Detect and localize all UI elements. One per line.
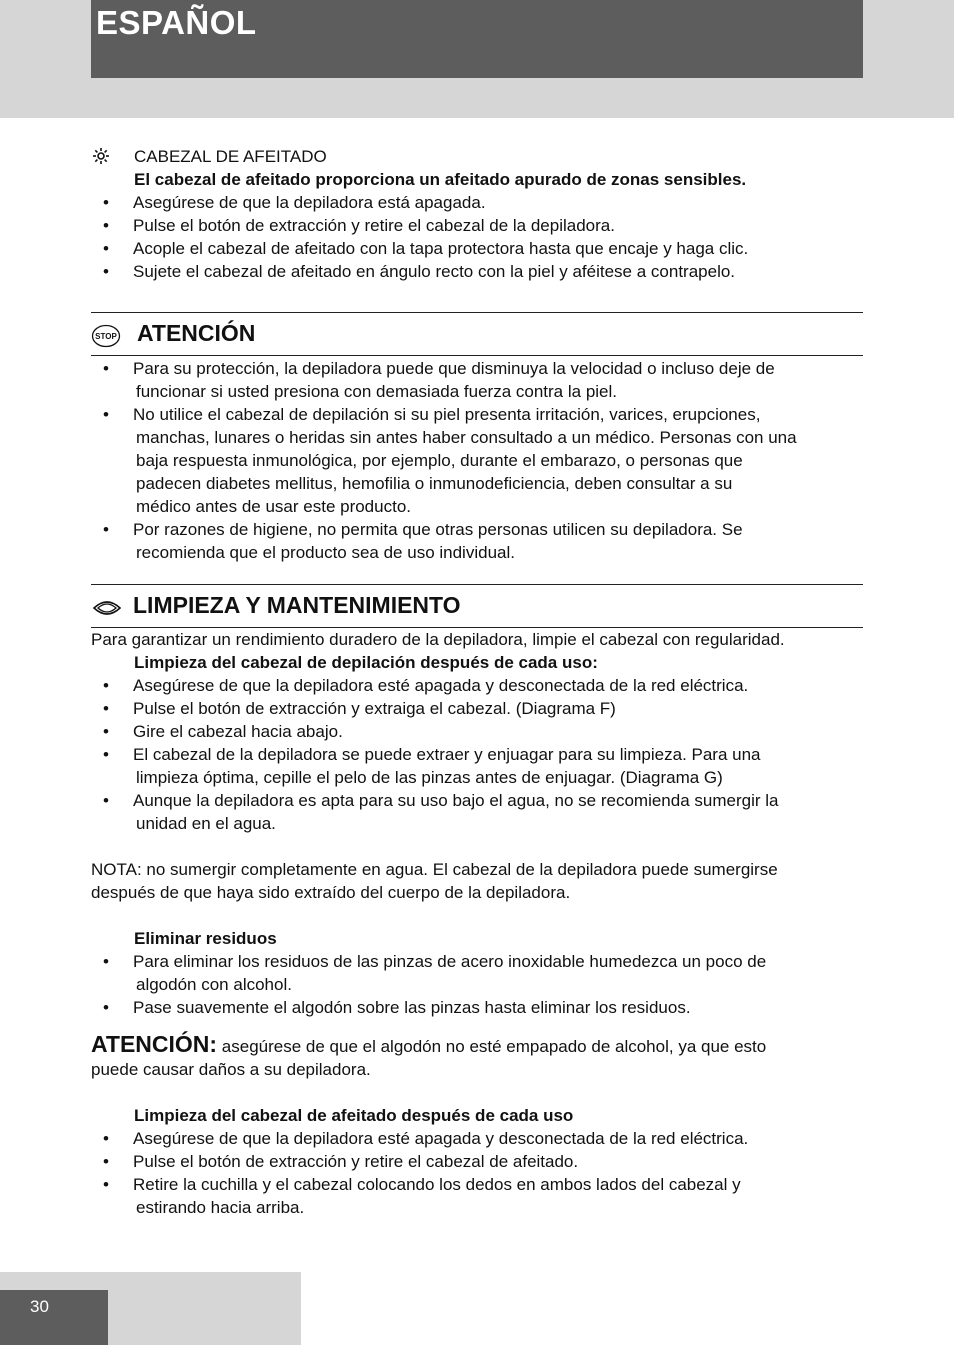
- list-item: • Acople el cabezal de afeitado con la tapa protectora hasta que encaje y haga clic.: [103, 239, 749, 258]
- note-line-2: después de que haya sido extraído del cuerpo de la depiladora.: [91, 883, 571, 902]
- attention-section-header: [91, 312, 863, 356]
- shaving-subtitle: El cabezal de afeitado proporciona un afeitado apurado de zonas sensibles.: [134, 170, 747, 189]
- list-item: • Pulse el botón de extracción y extraiga el cabezal. (Diagrama F): [103, 699, 616, 718]
- attention-note-line-2: puede causar daños a su depiladora.: [91, 1060, 371, 1079]
- cleaning-subheading-epilation: Limpieza del cabezal de depilación después de cada uso:: [134, 653, 598, 672]
- attention-note-line-1: ATENCIÓN: asegúrese de que el algodón no esté empapado de alcohol, ya que esto: [91, 1031, 767, 1057]
- shaving-section-title: CABEZAL DE AFEITADO: [134, 147, 327, 166]
- attention-section-title: ATENCIÓN: [137, 320, 256, 346]
- page-language-title: ESPAÑOL: [96, 4, 257, 41]
- shaving-section-title-row: [91, 145, 863, 168]
- list-item: • Asegúrese de que la depiladora esté apagada y desconectada de la red eléctrica.: [103, 1129, 749, 1148]
- list-item: • Asegúrese de que la depiladora está apagada.: [103, 193, 486, 212]
- note-line-1: NOTA: no sumergir completamente en agua. El cabezal de la depiladora puede sumergirse: [91, 860, 778, 879]
- list-item: • Pulse el botón de extracción y retire el cabezal de afeitado.: [103, 1152, 579, 1171]
- eye-icon: [91, 596, 123, 620]
- list-item: • El cabezal de la depiladora se puede extraer y enjuagar para su limpieza. Para una limpieza óptima, cepille el pelo de las pinzas antes de enjuagar. (Diagrama G): [103, 745, 761, 787]
- list-item: • Asegúrese de que la depiladora esté apagada y desconectada de la red eléctrica.: [103, 676, 749, 695]
- list-item: • Por razones de higiene, no permita que otras personas utilicen su depiladora. Se recomienda que el producto sea de uso individual.: [103, 520, 743, 562]
- list-item: • Pulse el botón de extracción y retire el cabezal de la depiladora.: [103, 216, 615, 235]
- list-item: • Gire el cabezal hacia abajo.: [103, 722, 343, 741]
- page-number: 30: [30, 1297, 49, 1316]
- attention-inline-label: ATENCIÓN:: [91, 1031, 218, 1057]
- list-item: • Para eliminar los residuos de las pinzas de acero inoxidable humedezca un poco de algodón con alcohol.: [103, 952, 767, 994]
- cleaning-section-title: LIMPIEZA Y MANTENIMIENTO: [133, 592, 461, 618]
- list-item: • Sujete el cabezal de afeitado en ángulo recto con la piel y aféitese a contrapelo.: [103, 262, 736, 281]
- stop-icon: [91, 324, 121, 348]
- list-item: • Para su protección, la depiladora puede que disminuya la velocidad o incluso deje de funcionar si usted presiona con demasiada fuerza contra la piel.: [103, 359, 775, 401]
- list-item: • Pase suavemente el algodón sobre las pinzas hasta eliminar los residuos.: [103, 998, 691, 1017]
- svg-text:STOP: STOP: [95, 332, 117, 341]
- cleaning-subheading-shaving: Limpieza del cabezal de afeitado después de cada uso: [134, 1106, 574, 1125]
- cleaning-subheading-residues: Eliminar residuos: [134, 929, 277, 948]
- cleaning-section-header: [91, 584, 863, 628]
- cleaning-intro: Para garantizar un rendimiento duradero de la depiladora, limpie el cabezal con regularidad.: [91, 630, 785, 649]
- list-item: • No utilice el cabezal de depilación si su piel presenta irritación, varices, erupciones, manchas, lunares o heridas sin antes haber consultado a un médico. Personas con una baja respuesta inmunológica, por ejemplo, durante el embarazo, o personas que padecen diabetes mellitus, hemofilia o inmunodeficiencia, deben consultar a su médico antes de usar este producto.: [103, 405, 797, 516]
- list-item: • Retire la cuchilla y el cabezal colocando los dedos en ambos lados del cabezal y estirando hacia arriba.: [103, 1175, 741, 1217]
- footer-box: [0, 1290, 108, 1345]
- list-item: • Aunque la depiladora es apta para su uso bajo el agua, no se recomienda sumergir la unidad en el agua.: [103, 791, 779, 833]
- sun-icon: [91, 145, 111, 165]
- page-content: [91, 145, 863, 1219]
